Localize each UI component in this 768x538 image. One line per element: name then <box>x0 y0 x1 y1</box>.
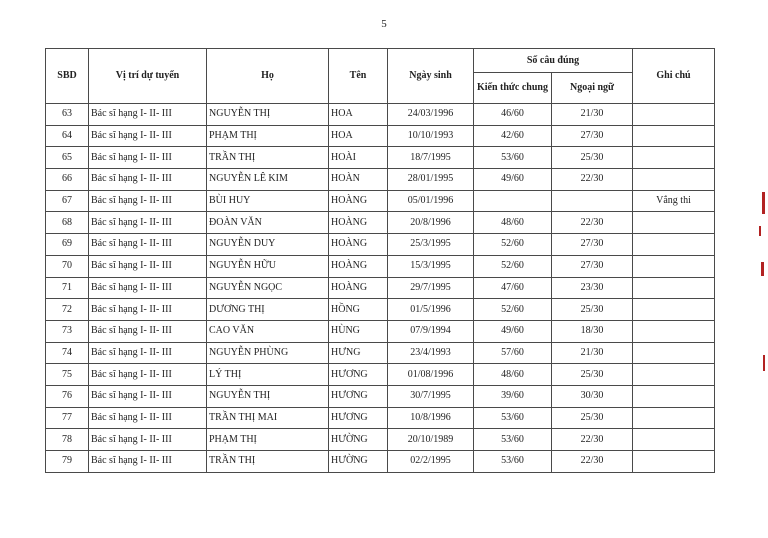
cell-first-name: HOÀNG <box>329 234 388 256</box>
cell-foreign-language: 21/30 <box>552 342 633 364</box>
header-general-knowledge: Kiến thức chung <box>474 73 552 104</box>
cell-sbd: 64 <box>46 125 89 147</box>
stamp-mark <box>763 355 765 371</box>
cell-dob: 10/8/1996 <box>388 407 474 429</box>
cell-note <box>633 299 715 321</box>
cell-position: Bác sĩ hạng I- II- III <box>89 255 207 277</box>
results-table <box>45 48 715 473</box>
cell-last-name: ĐOÀN VĂN <box>207 212 329 234</box>
cell-note <box>633 234 715 256</box>
stamp-mark <box>759 226 761 236</box>
cell-foreign-language: 22/30 <box>552 169 633 191</box>
cell-last-name: NGUYỄN THỊ <box>207 104 329 126</box>
cell-dob: 07/9/1994 <box>388 320 474 342</box>
table-row <box>46 320 715 342</box>
cell-first-name: HOÀNG <box>329 277 388 299</box>
cell-sbd: 76 <box>46 385 89 407</box>
table-row <box>46 364 715 386</box>
cell-sbd: 67 <box>46 190 89 212</box>
header-sbd: SBD <box>46 49 89 104</box>
cell-dob: 20/8/1996 <box>388 212 474 234</box>
cell-foreign-language: 22/30 <box>552 451 633 473</box>
cell-dob: 29/7/1995 <box>388 277 474 299</box>
cell-note <box>633 451 715 473</box>
cell-foreign-language: 25/30 <box>552 147 633 169</box>
cell-sbd: 73 <box>46 320 89 342</box>
cell-first-name: HOÀNG <box>329 190 388 212</box>
cell-position: Bác sĩ hạng I- II- III <box>89 125 207 147</box>
cell-position: Bác sĩ hạng I- II- III <box>89 277 207 299</box>
cell-last-name: NGUYỄN HỮU <box>207 255 329 277</box>
cell-note <box>633 212 715 234</box>
cell-position: Bác sĩ hạng I- II- III <box>89 364 207 386</box>
cell-last-name: BÙI HUY <box>207 190 329 212</box>
cell-sbd: 69 <box>46 234 89 256</box>
cell-position: Bác sĩ hạng I- II- III <box>89 342 207 364</box>
table-row <box>46 147 715 169</box>
cell-sbd: 70 <box>46 255 89 277</box>
cell-foreign-language: 30/30 <box>552 385 633 407</box>
cell-foreign-language: 27/30 <box>552 255 633 277</box>
cell-last-name: NGUYỄN NGỌC <box>207 277 329 299</box>
cell-general-knowledge: 52/60 <box>474 299 552 321</box>
cell-position: Bác sĩ hạng I- II- III <box>89 104 207 126</box>
cell-position: Bác sĩ hạng I- II- III <box>89 385 207 407</box>
cell-note <box>633 385 715 407</box>
table-row <box>46 234 715 256</box>
cell-dob: 15/3/1995 <box>388 255 474 277</box>
cell-position: Bác sĩ hạng I- II- III <box>89 169 207 191</box>
cell-last-name: NGUYỄN DUY <box>207 234 329 256</box>
cell-position: Bác sĩ hạng I- II- III <box>89 451 207 473</box>
cell-general-knowledge: 48/60 <box>474 364 552 386</box>
cell-first-name: HOA <box>329 125 388 147</box>
cell-last-name: NGUYỄN THỊ <box>207 385 329 407</box>
cell-dob: 02/2/1995 <box>388 451 474 473</box>
cell-dob: 10/10/1993 <box>388 125 474 147</box>
stamp-mark <box>762 192 765 214</box>
cell-last-name: TRẦN THỊ MAI <box>207 407 329 429</box>
cell-position: Bác sĩ hạng I- II- III <box>89 299 207 321</box>
cell-foreign-language: 23/30 <box>552 277 633 299</box>
cell-note <box>633 320 715 342</box>
cell-dob: 05/01/1996 <box>388 190 474 212</box>
table-row <box>46 429 715 451</box>
table-row <box>46 385 715 407</box>
cell-position: Bác sĩ hạng I- II- III <box>89 212 207 234</box>
cell-dob: 18/7/1995 <box>388 147 474 169</box>
cell-position: Bác sĩ hạng I- II- III <box>89 429 207 451</box>
table-row <box>46 451 715 473</box>
cell-general-knowledge: 53/60 <box>474 429 552 451</box>
cell-first-name: HÙNG <box>329 320 388 342</box>
cell-foreign-language: 18/30 <box>552 320 633 342</box>
cell-sbd: 74 <box>46 342 89 364</box>
cell-first-name: HOÀNG <box>329 255 388 277</box>
cell-dob: 01/5/1996 <box>388 299 474 321</box>
cell-dob: 25/3/1995 <box>388 234 474 256</box>
cell-first-name: HOÀN <box>329 169 388 191</box>
cell-general-knowledge <box>474 190 552 212</box>
stamp-mark <box>761 262 764 276</box>
cell-note <box>633 407 715 429</box>
table-row <box>46 407 715 429</box>
cell-sbd: 72 <box>46 299 89 321</box>
cell-general-knowledge: 52/60 <box>474 234 552 256</box>
table-row <box>46 342 715 364</box>
cell-first-name: HƯỜNG <box>329 451 388 473</box>
header-notes: Ghi chú <box>633 49 715 104</box>
cell-foreign-language: 25/30 <box>552 407 633 429</box>
cell-general-knowledge: 46/60 <box>474 104 552 126</box>
cell-note: Vắng thi <box>633 190 715 212</box>
cell-first-name: HƯỜNG <box>329 429 388 451</box>
cell-general-knowledge: 39/60 <box>474 385 552 407</box>
cell-first-name: HƯƠNG <box>329 385 388 407</box>
cell-foreign-language: 22/30 <box>552 212 633 234</box>
cell-last-name: DƯƠNG THỊ <box>207 299 329 321</box>
header-correct-answers: Số câu đúng <box>474 49 633 73</box>
cell-general-knowledge: 52/60 <box>474 255 552 277</box>
table-row <box>46 212 715 234</box>
table-row <box>46 104 715 126</box>
cell-last-name: TRẦN THỊ <box>207 451 329 473</box>
cell-general-knowledge: 47/60 <box>474 277 552 299</box>
cell-general-knowledge: 42/60 <box>474 125 552 147</box>
cell-note <box>633 169 715 191</box>
cell-general-knowledge: 49/60 <box>474 169 552 191</box>
cell-note <box>633 364 715 386</box>
cell-foreign-language: 27/30 <box>552 125 633 147</box>
cell-note <box>633 342 715 364</box>
page-number: 5 <box>381 18 387 30</box>
cell-first-name: HƯNG <box>329 342 388 364</box>
cell-sbd: 63 <box>46 104 89 126</box>
cell-note <box>633 147 715 169</box>
cell-sbd: 77 <box>46 407 89 429</box>
cell-position: Bác sĩ hạng I- II- III <box>89 320 207 342</box>
header-first-name: Tên <box>329 49 388 104</box>
table-row <box>46 255 715 277</box>
cell-first-name: HƯƠNG <box>329 364 388 386</box>
cell-dob: 20/10/1989 <box>388 429 474 451</box>
cell-sbd: 79 <box>46 451 89 473</box>
header-dob: Ngày sinh <box>388 49 474 104</box>
cell-general-knowledge: 53/60 <box>474 147 552 169</box>
cell-last-name: NGUYỄN LÊ KIM <box>207 169 329 191</box>
cell-last-name: PHẠM THỊ <box>207 125 329 147</box>
table-row <box>46 299 715 321</box>
cell-first-name: HOA <box>329 104 388 126</box>
cell-sbd: 66 <box>46 169 89 191</box>
cell-dob: 30/7/1995 <box>388 385 474 407</box>
table-row <box>46 125 715 147</box>
cell-sbd: 78 <box>46 429 89 451</box>
cell-position: Bác sĩ hạng I- II- III <box>89 407 207 429</box>
table-row <box>46 190 715 212</box>
cell-dob: 01/08/1996 <box>388 364 474 386</box>
cell-position: Bác sĩ hạng I- II- III <box>89 147 207 169</box>
cell-general-knowledge: 53/60 <box>474 407 552 429</box>
table-row <box>46 169 715 191</box>
cell-dob: 24/03/1996 <box>388 104 474 126</box>
cell-position: Bác sĩ hạng I- II- III <box>89 234 207 256</box>
cell-note <box>633 255 715 277</box>
cell-note <box>633 277 715 299</box>
cell-note <box>633 104 715 126</box>
cell-note <box>633 125 715 147</box>
cell-sbd: 65 <box>46 147 89 169</box>
cell-first-name: HỒNG <box>329 299 388 321</box>
cell-foreign-language: 21/30 <box>552 104 633 126</box>
header-last-name: Họ <box>207 49 329 104</box>
cell-last-name: PHẠM THỊ <box>207 429 329 451</box>
cell-first-name: HOÀI <box>329 147 388 169</box>
cell-foreign-language: 25/30 <box>552 364 633 386</box>
cell-general-knowledge: 57/60 <box>474 342 552 364</box>
cell-foreign-language: 27/30 <box>552 234 633 256</box>
cell-last-name: NGUYỄN PHÙNG <box>207 342 329 364</box>
cell-sbd: 68 <box>46 212 89 234</box>
cell-foreign-language: 22/30 <box>552 429 633 451</box>
cell-foreign-language: 25/30 <box>552 299 633 321</box>
cell-dob: 23/4/1993 <box>388 342 474 364</box>
cell-foreign-language <box>552 190 633 212</box>
cell-sbd: 75 <box>46 364 89 386</box>
table-row <box>46 277 715 299</box>
cell-last-name: LÝ THỊ <box>207 364 329 386</box>
header-foreign-language: Ngoại ngữ <box>552 73 633 104</box>
cell-general-knowledge: 53/60 <box>474 451 552 473</box>
cell-first-name: HOÀNG <box>329 212 388 234</box>
cell-dob: 28/01/1995 <box>388 169 474 191</box>
cell-general-knowledge: 49/60 <box>474 320 552 342</box>
cell-first-name: HƯƠNG <box>329 407 388 429</box>
cell-general-knowledge: 48/60 <box>474 212 552 234</box>
cell-last-name: TRẦN THỊ <box>207 147 329 169</box>
cell-note <box>633 429 715 451</box>
cell-last-name: CAO VĂN <box>207 320 329 342</box>
cell-position: Bác sĩ hạng I- II- III <box>89 190 207 212</box>
cell-sbd: 71 <box>46 277 89 299</box>
header-position: Vị trí dự tuyển <box>89 49 207 104</box>
